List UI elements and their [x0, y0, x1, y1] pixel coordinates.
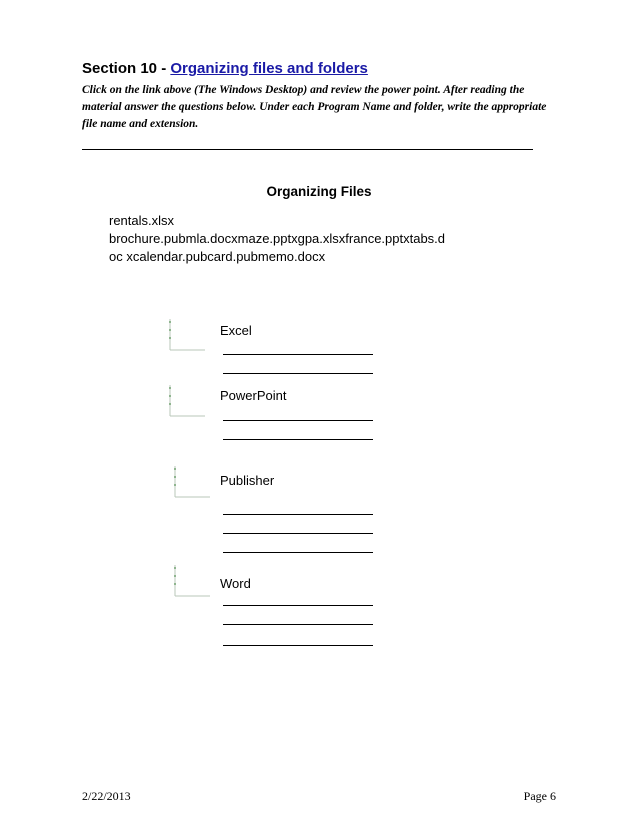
- file-list-line-3: oc xcalendar.pubcard.pubmemo.docx: [109, 249, 326, 264]
- instructions-text: Click on the link above (The Windows Desktop) and review the power point. After reading the material answer the questions below. Under each Program Name and folder, write the appropriate file name and extension.: [82, 84, 547, 130]
- file-list-line-2: brochure.pubmla.docxmaze.pptxgpa.xlsxfrance.pptxtabs.d: [109, 231, 446, 246]
- answer-line[interactable]: [223, 514, 373, 515]
- page-subtitle: Organizing Files: [266, 184, 372, 199]
- section-link[interactable]: Organizing files and folders: [170, 60, 368, 77]
- folder-label-word: Word: [220, 576, 251, 591]
- footer-page-number: Page 6: [523, 789, 556, 803]
- answer-line[interactable]: [223, 645, 373, 646]
- folder-label-powerpoint: PowerPoint: [220, 388, 287, 403]
- folder-icon[interactable]: [172, 563, 212, 599]
- section-heading: [82, 60, 368, 77]
- folder-icon[interactable]: [172, 464, 212, 500]
- folder-label-excel: Excel: [220, 323, 252, 338]
- folder-label-publisher: Publisher: [220, 473, 275, 488]
- answer-line[interactable]: [223, 533, 373, 534]
- answer-line[interactable]: [223, 605, 373, 606]
- answer-line[interactable]: [223, 373, 373, 374]
- answer-line[interactable]: [223, 552, 373, 553]
- file-list-line-1: rentals.xlsx: [109, 213, 175, 228]
- answer-line[interactable]: [223, 354, 373, 355]
- answer-line[interactable]: [223, 420, 373, 421]
- file-list: [109, 212, 504, 266]
- folder-icon[interactable]: [167, 383, 207, 419]
- footer-date: 2/22/2013: [82, 789, 131, 803]
- folder-icon[interactable]: [167, 317, 207, 353]
- section-prefix: Section 10 -: [82, 60, 171, 77]
- divider-line: [82, 149, 533, 150]
- answer-line[interactable]: [223, 624, 373, 625]
- answer-line[interactable]: [223, 439, 373, 440]
